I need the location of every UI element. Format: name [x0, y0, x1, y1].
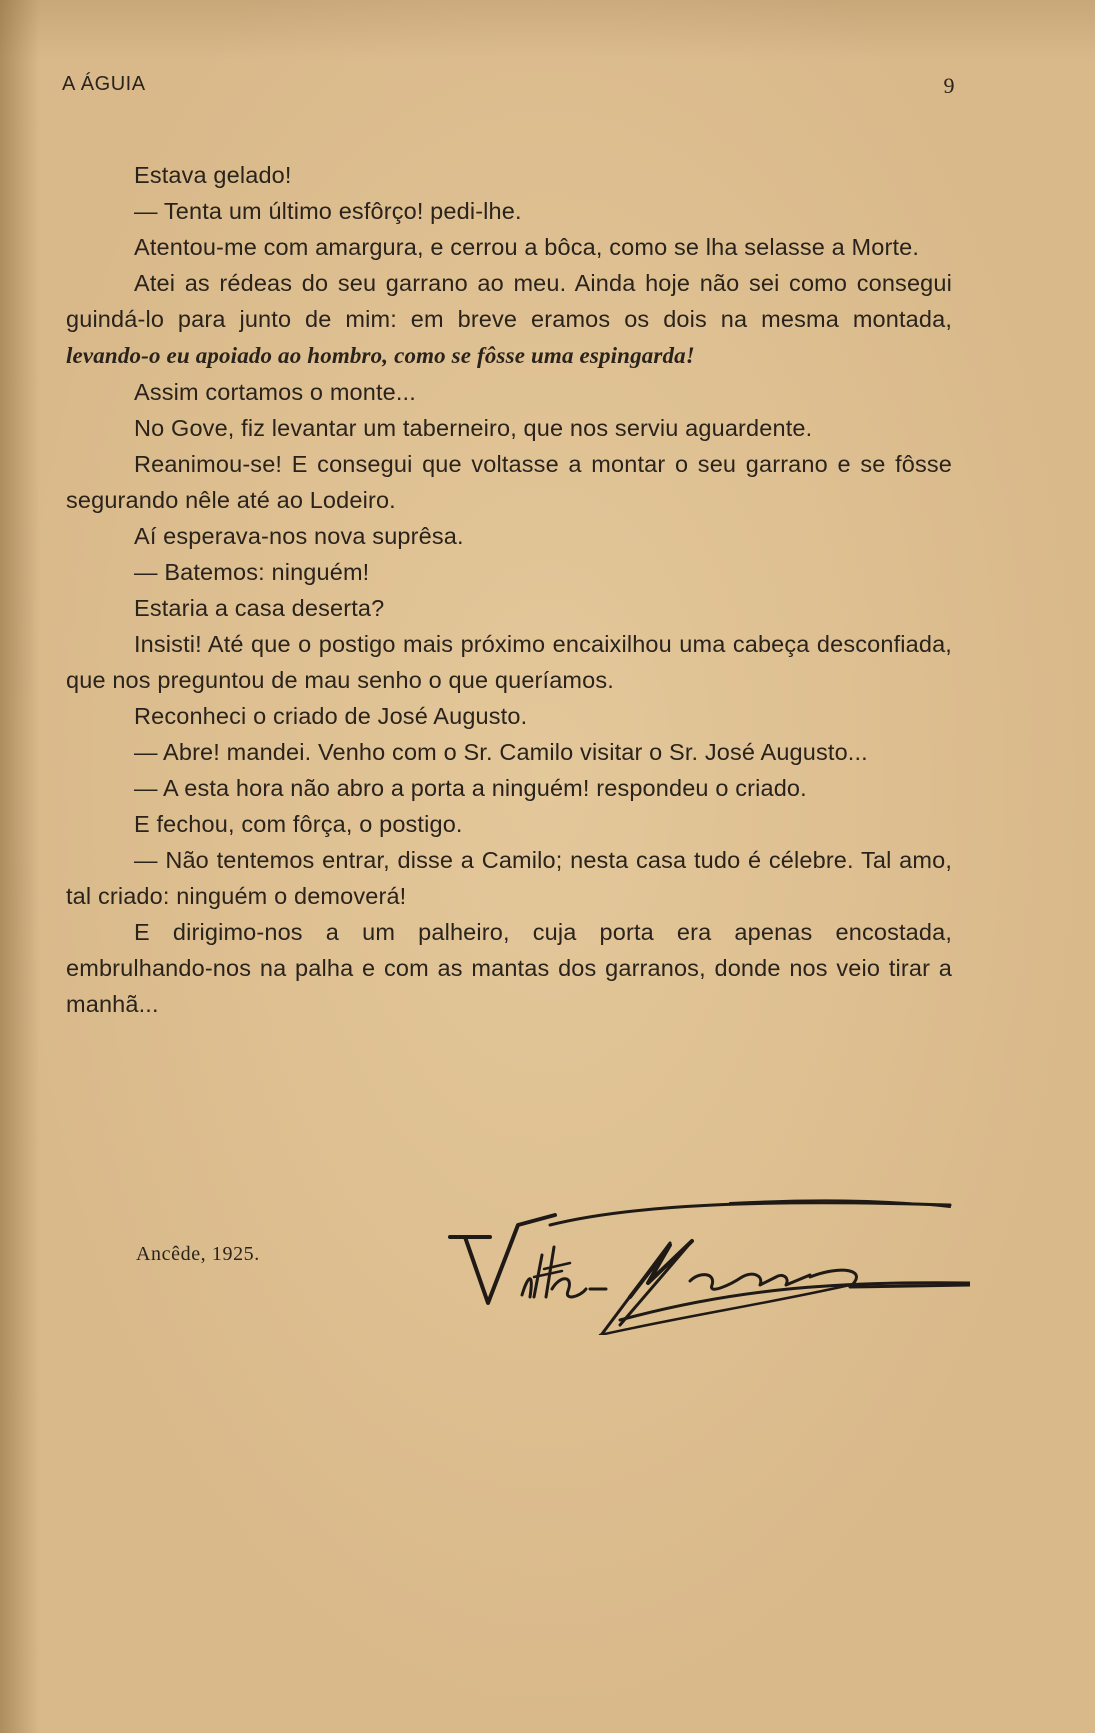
italic-phrase: levando-o eu apoiado ao hombro, como se fôsse uma espingarda!: [66, 343, 695, 368]
paragraph: Reconheci o criado de José Augusto.: [134, 703, 528, 729]
paragraph: Aí esperava-nos nova suprêsa.: [134, 523, 464, 549]
paragraph: [66, 265, 952, 374]
paragraph: Reanimou-se! E consegui que voltasse a montar o seu garrano e se fôsse segurando nêle até ao Lodeiro.: [66, 451, 952, 513]
paragraph: Assim cortamos o monte...: [134, 379, 416, 405]
paragraph: Estava gelado!: [134, 162, 292, 188]
paragraph: E dirigimo-nos a um palheiro, cuja porta era apenas encostada, embrulhando-nos na palha e com as mantas dos garranos, donde nos veio tirar a manhã...: [66, 919, 952, 1017]
paragraph: — Abre! mandei. Venho com o Sr. Camilo visitar o Sr. José Augusto...: [134, 739, 868, 765]
paragraph: No Gove, fiz levantar um taberneiro, que nos serviu aguardente.: [134, 415, 813, 441]
paragraph: E fechou, com fôrça, o postigo.: [134, 811, 463, 837]
paragraph: — A esta hora não abro a porta a ninguém! respondeu o criado.: [134, 775, 807, 801]
paragraph: — Batemos: ninguém!: [134, 559, 370, 585]
journal-title: A ÁGUIA: [62, 73, 146, 95]
signature-image: [430, 1185, 970, 1335]
page-number: 9: [943, 73, 955, 98]
paragraph: — Não tentemos entrar, disse a Camilo; nesta casa tudo é célebre. Tal amo, tal criado: ninguém o demoverá!: [66, 847, 952, 909]
paragraph: Atentou-me com amargura, e cerrou a bôca, como se lha selasse a Morte.: [134, 234, 920, 260]
paragraph-text: Atei as rédeas do seu garrano ao meu. Ainda hoje não sei como consegui guindá-lo para junto de mim: em breve eramos os dois na mesma montada,: [66, 270, 952, 332]
paragraph: Estaria a casa deserta?: [134, 595, 385, 621]
place-date: Ancêde, 1925.: [136, 1243, 260, 1265]
paragraph: Insisti! Até que o postigo mais próximo encaixilhou uma cabeça desconfiada, que nos preguntou de mau senho o que queríamos.: [66, 631, 952, 693]
paragraph: — Tenta um último esfôrço! pedi-lhe.: [134, 198, 522, 224]
body-text: [66, 157, 952, 1022]
